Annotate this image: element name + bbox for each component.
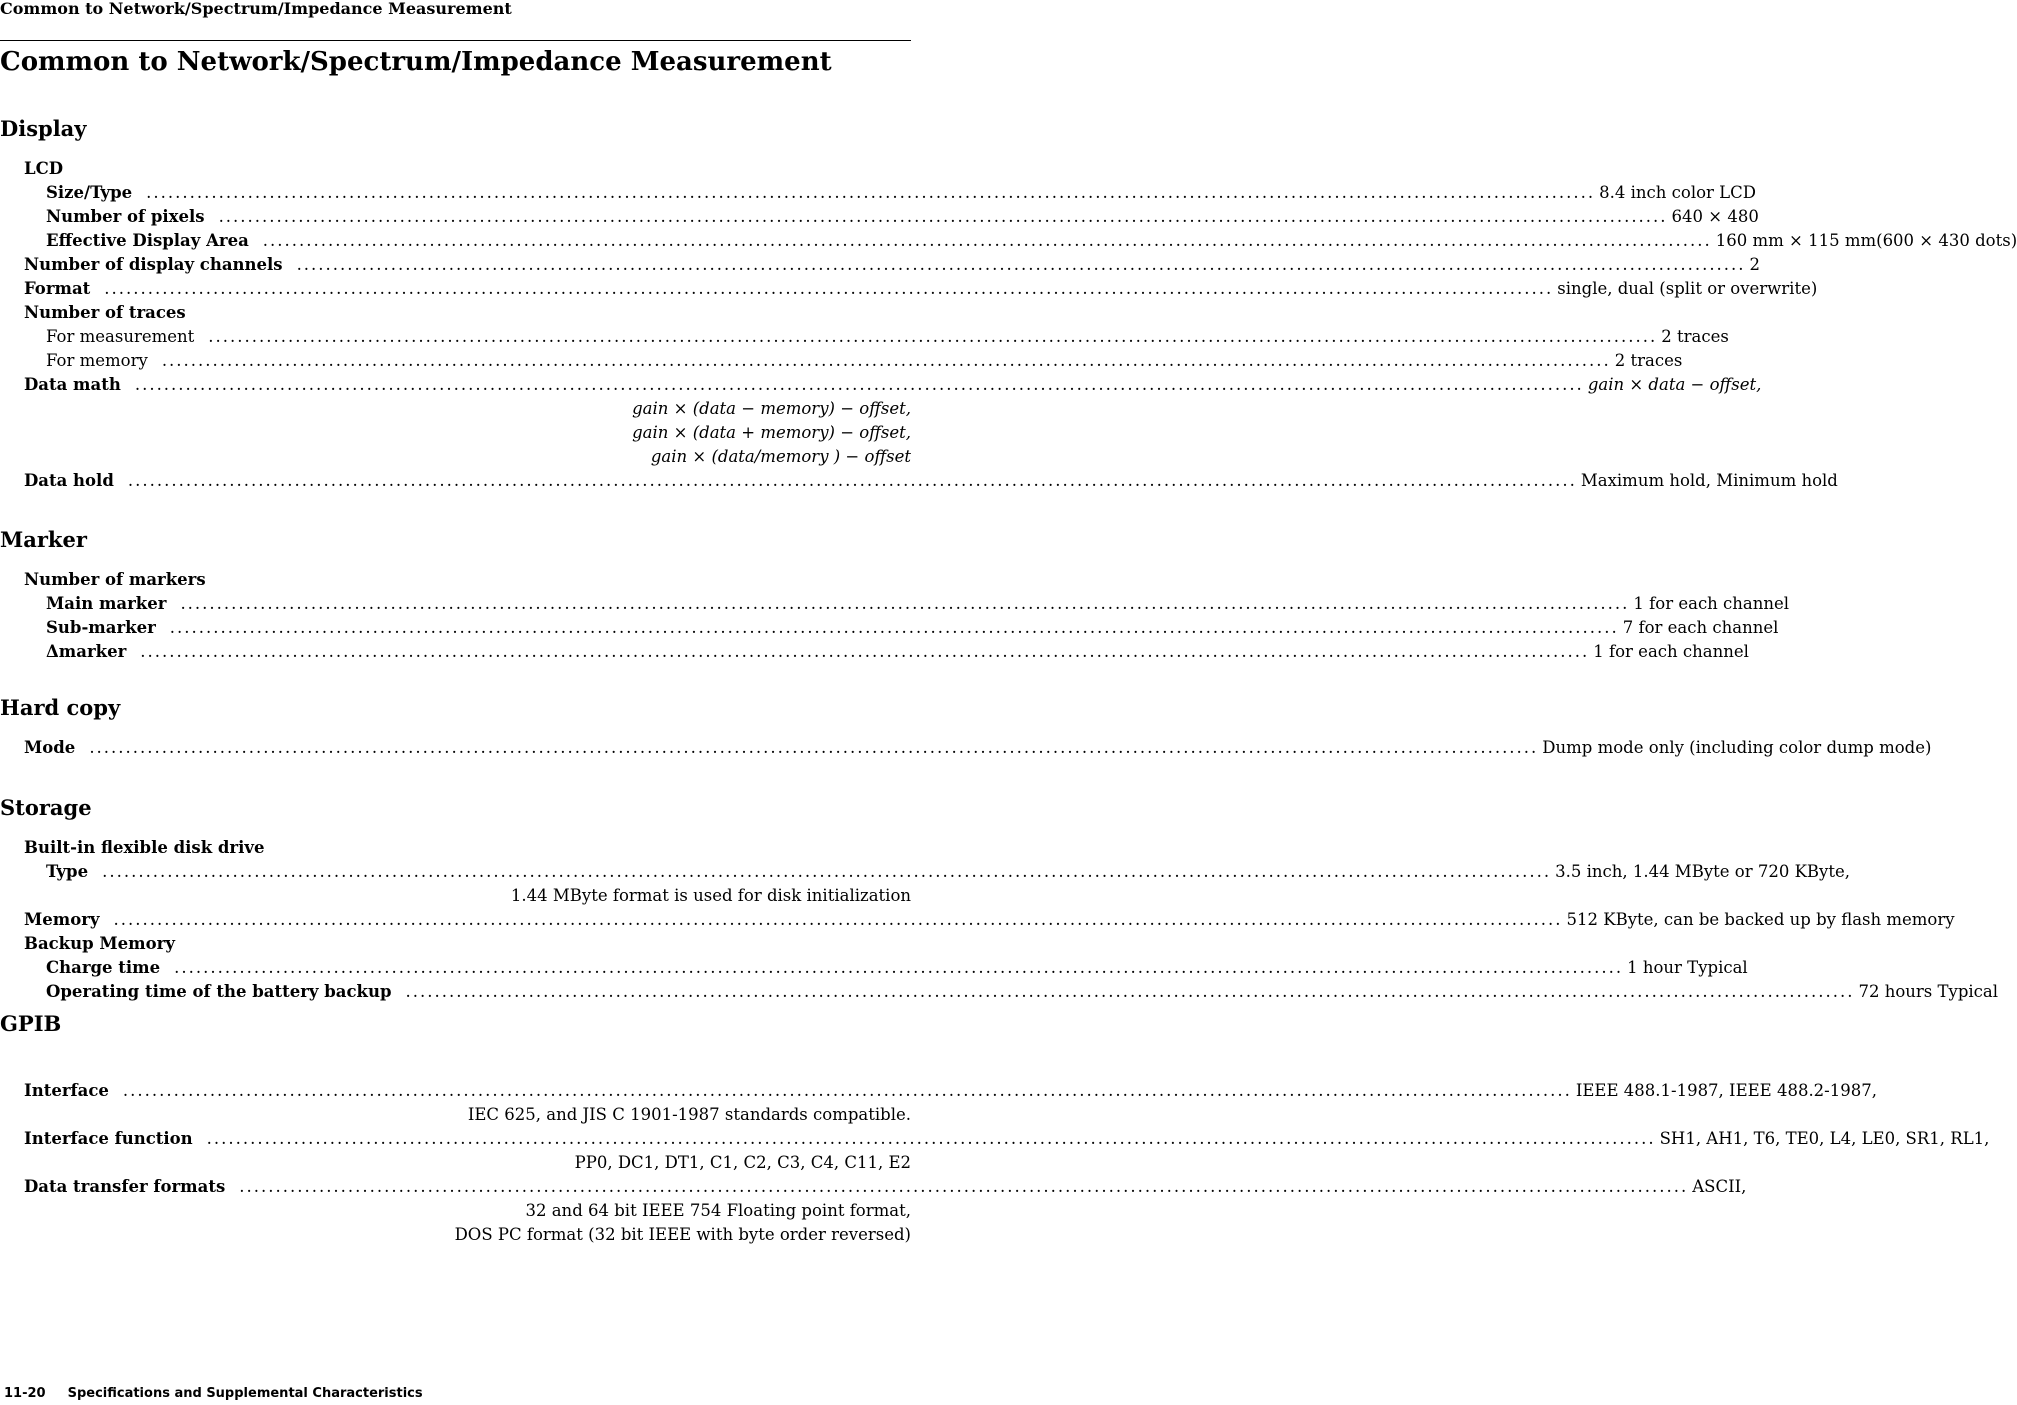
spec-label: Main marker <box>46 594 167 613</box>
spec-row-format <box>0 277 1818 301</box>
dot-leader: ........................................................................................................................................................................................................ <box>169 618 1619 637</box>
dot-leader: ........................................................................................................................................................................................................ <box>102 862 1552 881</box>
spec-row-data-math <box>0 373 1762 397</box>
spec-value-continuation <box>0 1199 911 1223</box>
spec-value-continuation <box>0 1223 911 1247</box>
dot-leader: ........................................................................................................................................................................................................ <box>218 207 1668 226</box>
spec-value: 32 and 64 bit IEEE 754 Floating point format, <box>525 1201 911 1220</box>
spec-value-continuation <box>0 445 911 469</box>
spec-value-continuation <box>0 1103 911 1127</box>
spec-label: Δmarker <box>46 642 127 661</box>
spec-value: 7 for each channel <box>1622 618 1779 637</box>
spec-value: IEC 625, and JIS C 1901-1987 standards compatible. <box>467 1105 911 1124</box>
dot-leader: ........................................................................................................................................................................................................ <box>296 255 1746 274</box>
spec-value: 1 hour Typical <box>1627 958 1748 977</box>
spec-group-traces <box>0 301 911 325</box>
dot-leader: ........................................................................................................................................................................................................ <box>122 1081 1572 1100</box>
spec-label: Data hold <box>24 471 114 490</box>
spec-row-delta-marker <box>0 640 1749 664</box>
spec-label: Mode <box>24 738 76 757</box>
spec-row-display-channels <box>0 253 1761 277</box>
spec-label: Effective Display Area <box>46 231 249 250</box>
section-title-display: Display <box>0 116 87 141</box>
spec-row-for-memory <box>0 349 1683 373</box>
spec-label: Built-in flexible disk drive <box>24 838 265 857</box>
spec-value: gain × data − offset, <box>1587 375 1762 394</box>
dot-leader: ........................................................................................................................................................................................................ <box>208 327 1658 346</box>
section-title-hard-copy: Hard copy <box>0 695 121 720</box>
spec-value-continuation <box>0 397 911 421</box>
spec-value: SH1, AH1, T6, TE0, L4, LE0, SR1, RL1, <box>1659 1129 1990 1148</box>
spec-label: For measurement <box>46 327 195 346</box>
spec-label: Sub-marker <box>46 618 156 637</box>
dot-leader: ........................................................................................................................................................................................................ <box>89 738 1539 757</box>
spec-value: gain × (data + memory) − offset, <box>632 423 911 442</box>
spec-row-type <box>0 860 1851 884</box>
dot-leader: ........................................................................................................................................................................................................ <box>174 958 1624 977</box>
spec-value: single, dual (split or overwrite) <box>1557 279 1818 298</box>
spec-label: For memory <box>46 351 148 370</box>
spec-value-continuation <box>0 421 911 445</box>
spec-value: IEEE 488.1-1987, IEEE 488.2-1987, <box>1575 1081 1877 1100</box>
page-number: 11-20 <box>4 1386 46 1401</box>
page-title: Common to Network/Spectrum/Impedance Measurement <box>0 47 832 77</box>
dot-leader: ........................................................................................................................................................................................................ <box>113 910 1563 929</box>
spec-row-data-transfer-formats <box>0 1175 1747 1199</box>
spec-value: 640 × 480 <box>1671 207 1759 226</box>
page-footer <box>4 1386 423 1402</box>
spec-row-interface-function <box>0 1127 1990 1151</box>
spec-value: gain × (data − memory) − offset, <box>632 399 911 418</box>
spec-value: 512 KByte, can be backed up by flash memory <box>1566 910 1955 929</box>
spec-group-lcd <box>0 157 911 181</box>
dot-leader: ........................................................................................................................................................................................................ <box>405 982 1855 1001</box>
dot-leader: ........................................................................................................................................................................................................ <box>206 1129 1656 1148</box>
spec-label: Interface <box>24 1081 109 1100</box>
dot-leader: ........................................................................................................................................................................................................ <box>239 1177 1689 1196</box>
dot-leader: ........................................................................................................................................................................................................ <box>104 279 1554 298</box>
spec-value: 72 hours Typical <box>1858 982 1999 1001</box>
spec-row-size-type <box>0 181 1756 205</box>
spec-value: 8.4 inch color LCD <box>1599 183 1756 202</box>
spec-label: Charge time <box>46 958 161 977</box>
running-header: Common to Network/Spectrum/Impedance Measurement <box>0 0 512 18</box>
section-title-storage: Storage <box>0 795 92 820</box>
spec-value: Dump mode only (including color dump mode) <box>1542 738 1932 757</box>
spec-value: DOS PC format (32 bit IEEE with byte order reversed) <box>454 1225 911 1244</box>
spec-value: 160 mm × 115 mm(600 × 430 dots) <box>1715 231 2017 250</box>
spec-row-main-marker <box>0 592 1790 616</box>
spec-value: gain × (data/memory ) − offset <box>650 447 911 466</box>
dot-leader: ........................................................................................................................................................................................................ <box>140 642 1590 661</box>
spec-label: Interface function <box>24 1129 193 1148</box>
spec-value: 2 traces <box>1661 327 1729 346</box>
spec-value: PP0, DC1, DT1, C1, C2, C3, C4, C11, E2 <box>574 1153 911 1172</box>
dot-leader: ........................................................................................................................................................................................................ <box>180 594 1630 613</box>
spec-label: Data math <box>24 375 121 394</box>
spec-group-markers <box>0 568 911 592</box>
header-rule <box>0 40 911 41</box>
spec-row-for-measurement <box>0 325 1729 349</box>
spec-row-charge-time <box>0 956 1748 980</box>
spec-value: 2 <box>1749 255 1761 274</box>
spec-label: Number of pixels <box>46 207 205 226</box>
dot-leader: ........................................................................................................................................................................................................ <box>127 471 1577 490</box>
spec-value: 1.44 MByte format is used for disk initialization <box>510 886 911 905</box>
spec-label: Format <box>24 279 91 298</box>
spec-value: 3.5 inch, 1.44 MByte or 720 KByte, <box>1555 862 1851 881</box>
dot-leader: ........................................................................................................................................................................................................ <box>146 183 1596 202</box>
dot-leader: ........................................................................................................................................................................................................ <box>262 231 1712 250</box>
spec-label: Size/Type <box>46 183 133 202</box>
spec-label: Operating time of the battery backup <box>46 982 392 1001</box>
spec-row-battery-backup <box>0 980 1999 1004</box>
spec-label: Number of markers <box>24 570 206 589</box>
spec-label: Number of traces <box>24 303 186 322</box>
spec-group-disk-drive <box>0 836 911 860</box>
spec-row-effective-area <box>0 229 2017 253</box>
spec-row-sub-marker <box>0 616 1779 640</box>
dot-leader: ........................................................................................................................................................................................................ <box>161 351 1611 370</box>
spec-row-memory <box>0 908 1955 932</box>
spec-row-data-hold <box>0 469 1838 493</box>
section-title-gpib: GPIB <box>0 1011 62 1036</box>
spec-value: 2 traces <box>1614 351 1683 370</box>
spec-value-continuation <box>0 884 911 908</box>
spec-value: 1 for each channel <box>1593 642 1749 661</box>
spec-label: Data transfer formats <box>24 1177 226 1196</box>
spec-label: LCD <box>24 159 64 178</box>
spec-label: Type <box>46 862 89 881</box>
spec-value-continuation <box>0 1151 911 1175</box>
spec-label: Number of display channels <box>24 255 283 274</box>
spec-row-mode <box>0 736 1932 760</box>
spec-value: 1 for each channel <box>1633 594 1790 613</box>
footer-book-title: Specifications and Supplemental Characteristics <box>67 1386 423 1401</box>
spec-label: Backup Memory <box>24 934 175 953</box>
dot-leader: ........................................................................................................................................................................................................ <box>134 375 1584 394</box>
spec-row-pixels <box>0 205 1759 229</box>
spec-value: Maximum hold, Minimum hold <box>1580 471 1838 490</box>
section-title-marker: Marker <box>0 527 87 552</box>
spec-group-backup-memory <box>0 932 911 956</box>
spec-value: ASCII, <box>1692 1177 1747 1196</box>
spec-row-interface <box>0 1079 1877 1103</box>
spec-label: Memory <box>24 910 100 929</box>
